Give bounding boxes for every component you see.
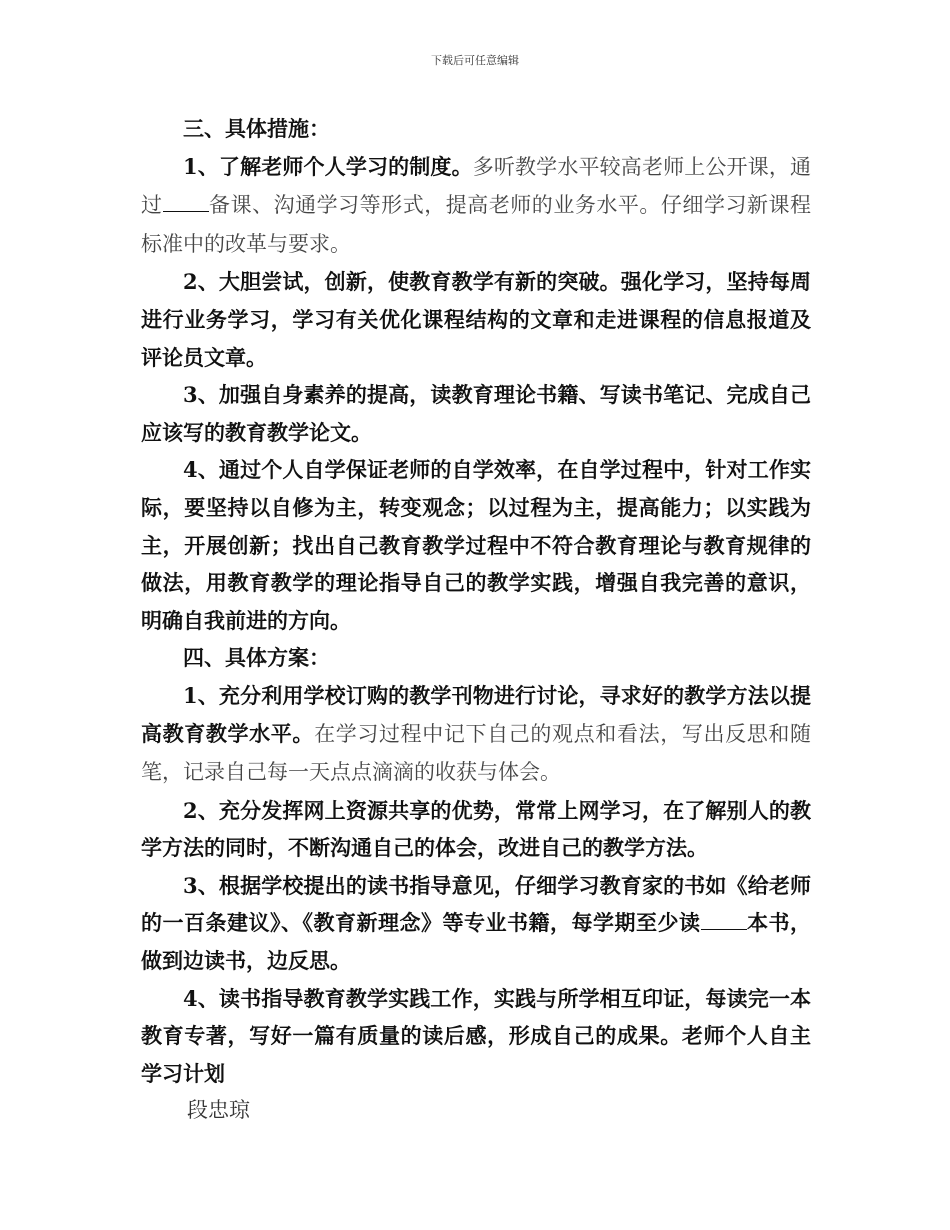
plan-1-title: 1、充分利用学校订购的教学刊物进行讨论，寻求好的教学方法以提高教育教学水平。 [141, 682, 811, 746]
measure-paragraph-1 [141, 148, 811, 264]
plan-paragraph-4: 4、读书指导教育教学实践工作，实践与所学相互印证，每读完一本教育专著，写好一篇有质量的读后感，形成自己的成果。老师个人自主学习计划 [141, 985, 811, 1086]
measure-paragraph-3: 3、加强自身素养的提高，读教育理论书籍、写读书笔记、完成自己应该写的教育教学论文。 [141, 382, 811, 445]
plan-paragraph-3 [141, 867, 811, 980]
section-heading-measures: 三、具体措施： [183, 116, 330, 141]
plan-paragraph-2: 2、充分发挥网上资源共享的优势，常常上网学习，在了解别人的教学方法的同时，不断沟通自己的体会，改进自己的教学方法。 [141, 797, 811, 861]
measure-1-title: 1、了解老师个人学习的制度。 [183, 153, 473, 179]
document-body [141, 110, 811, 1130]
plan-1-text: 在学习过程中记下自己的观点和看法，写出反思和随笔，记录自己每一天点点滴滴的收获与体会。 [141, 721, 812, 785]
plan-paragraph-1 [141, 677, 811, 792]
plan-3-text-a: 3、根据学校提出的读书指导意见，仔细学习教育家的书如《给老师的一百条建议》、《教育新理念》等专业书籍，每学期至少读 [141, 872, 811, 936]
measure-1-text-b: 备课、沟通学习等形式，提高老师的业务水平。仔细学习新课程标准中的改革与要求。 [141, 193, 812, 256]
page-header-note: 下载后可任意编辑 [431, 54, 519, 67]
plan-3-text-b: 本书，做到边读书，边反思。 [141, 910, 811, 974]
measure-paragraph-2: 2、大胆尝试，创新，使教育教学有新的突破。强化学习，坚持每周进行业务学习，学习有关优化课程结构的文章和走进课程的信息报道及评论员文章。 [141, 269, 811, 370]
section-heading-plan: 四、具体方案： [183, 645, 330, 671]
author-signature: 段忠琼 [187, 1098, 250, 1123]
measure-1-text-a: 多听教学水平较高老师上公开课，通过 [141, 154, 811, 218]
fill-in-blank [163, 191, 209, 212]
fill-in-blank [701, 909, 747, 930]
measure-paragraph-4: 4、通过个人自学保证老师的自学效率，在自学过程中，针对工作实际，要坚持以自修为主，转变观念；以过程为主，提高能力；以实践为主，开展创新；找出自己教育教学过程中不符合教育理论与教育规律的做法，用教育教学的理论指导自己的教学实践，增强自我完善的意识，明确自我前进的方向。 [141, 457, 811, 633]
